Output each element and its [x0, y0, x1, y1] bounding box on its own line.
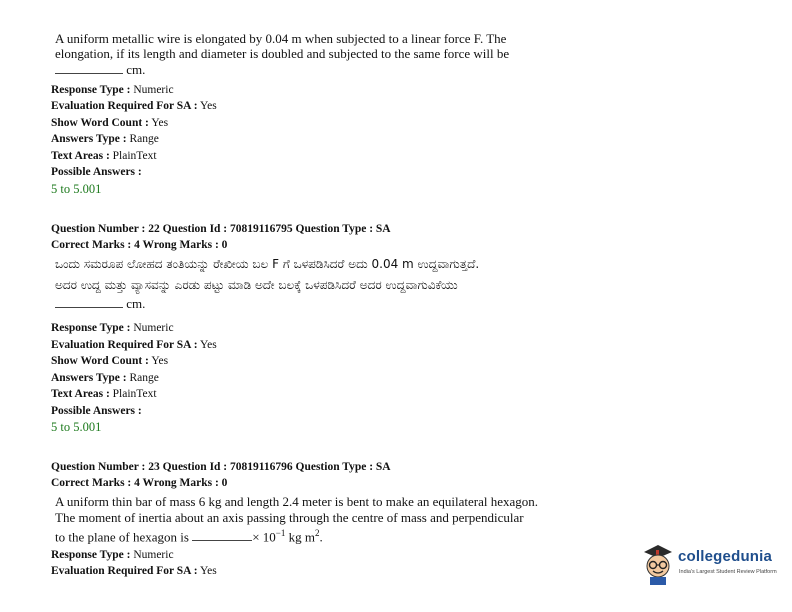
q22-possible-answer: 5 to 5.001 — [51, 420, 102, 434]
logo-name: collegedunia — [678, 548, 773, 565]
q21-text-line1: A uniform metallic wire is elongated by 0.04 m when subjected to a linear force F. The — [55, 31, 507, 46]
q21-meta-1: Response Type : Numeric — [51, 84, 174, 96]
q23-header: Question Number : 23 Question Id : 70819116796 Question Type : SA — [51, 461, 391, 473]
q22-answer-line — [55, 296, 145, 312]
q21-possible-answer: 5 to 5.001 — [51, 182, 102, 196]
q23-meta-1: Response Type : Numeric — [51, 549, 174, 561]
q22-meta-1: Response Type : Numeric — [51, 322, 174, 334]
q23-marks: Correct Marks : 4 Wrong Marks : 0 — [51, 477, 228, 489]
logo-tagline: India's Largest Student Review Platform — [679, 569, 777, 575]
q22-meta-5: Text Areas : PlainText — [51, 388, 157, 400]
q22-meta-3: Show Word Count : Yes — [51, 355, 169, 367]
q21-unit: cm. — [126, 62, 146, 77]
q21-blank[interactable] — [55, 73, 123, 74]
q22-meta-2: Evaluation Required For SA : Yes — [51, 339, 217, 351]
q22-header: Question Number : 22 Question Id : 70819116795 Question Type : SA — [51, 223, 391, 235]
q22-meta-4: Answers Type : Range — [51, 372, 159, 384]
q21-text-line2: elongation, if its length and diameter is doubled and subjected to the same force will be — [55, 46, 510, 61]
q22-unit: cm. — [126, 296, 146, 311]
q22-marks: Correct Marks : 4 Wrong Marks : 0 — [51, 239, 228, 251]
mascot-icon — [640, 542, 676, 586]
q21-meta-3: Show Word Count : Yes — [51, 117, 169, 129]
q23-text-line2: The moment of inertia about an axis passing through the centre of mass and perpendicular — [55, 510, 524, 525]
q22-blank[interactable] — [55, 307, 123, 308]
q22-text-line1: ಒಂದು ಸಮರೂಪ ಲೋಹದ ತಂತಿಯನ್ನು ರೇಖೀಯ ಬಲ F ಗೆ ಒಳಪಡಿಸಿದರೆ ಅದು 0.04 m ಉದ್ದವಾಗುತ್ತದೆ. — [55, 257, 480, 271]
q21-meta-2: Evaluation Required For SA : Yes — [51, 100, 217, 112]
q23-blank[interactable] — [192, 540, 252, 541]
q21-answer-line — [55, 62, 145, 78]
q22-meta-6: Possible Answers : — [51, 405, 142, 417]
collegedunia-logo — [638, 540, 778, 590]
q21-meta-4: Answers Type : Range — [51, 133, 159, 145]
q23-meta-2: Evaluation Required For SA : Yes — [51, 565, 217, 577]
q21-meta-5: Text Areas : PlainText — [51, 150, 157, 162]
q22-text-line2: ಅದರ ಉದ್ದ ಮತ್ತು ವ್ಯಾಸವನ್ನು ಎರಡು ಪಟ್ಟು ಮಾಡಿ ಅದೇ ಬಲಕ್ಕೆ ಒಳಪಡಿಸಿದರೆ ಅದರ ಉದ್ದವಾಗುವಿಕೆಯು — [55, 278, 458, 292]
q23-text-line3: to the plane of hexagon is × $10^{-1}$ kg $m^2$. — [55, 528, 323, 545]
q23-text-line1: A uniform thin bar of mass 6 kg and length 2.4 meter is bent to make an equilateral hexagon. — [55, 494, 539, 509]
q21-meta-6: Possible Answers : — [51, 166, 142, 178]
